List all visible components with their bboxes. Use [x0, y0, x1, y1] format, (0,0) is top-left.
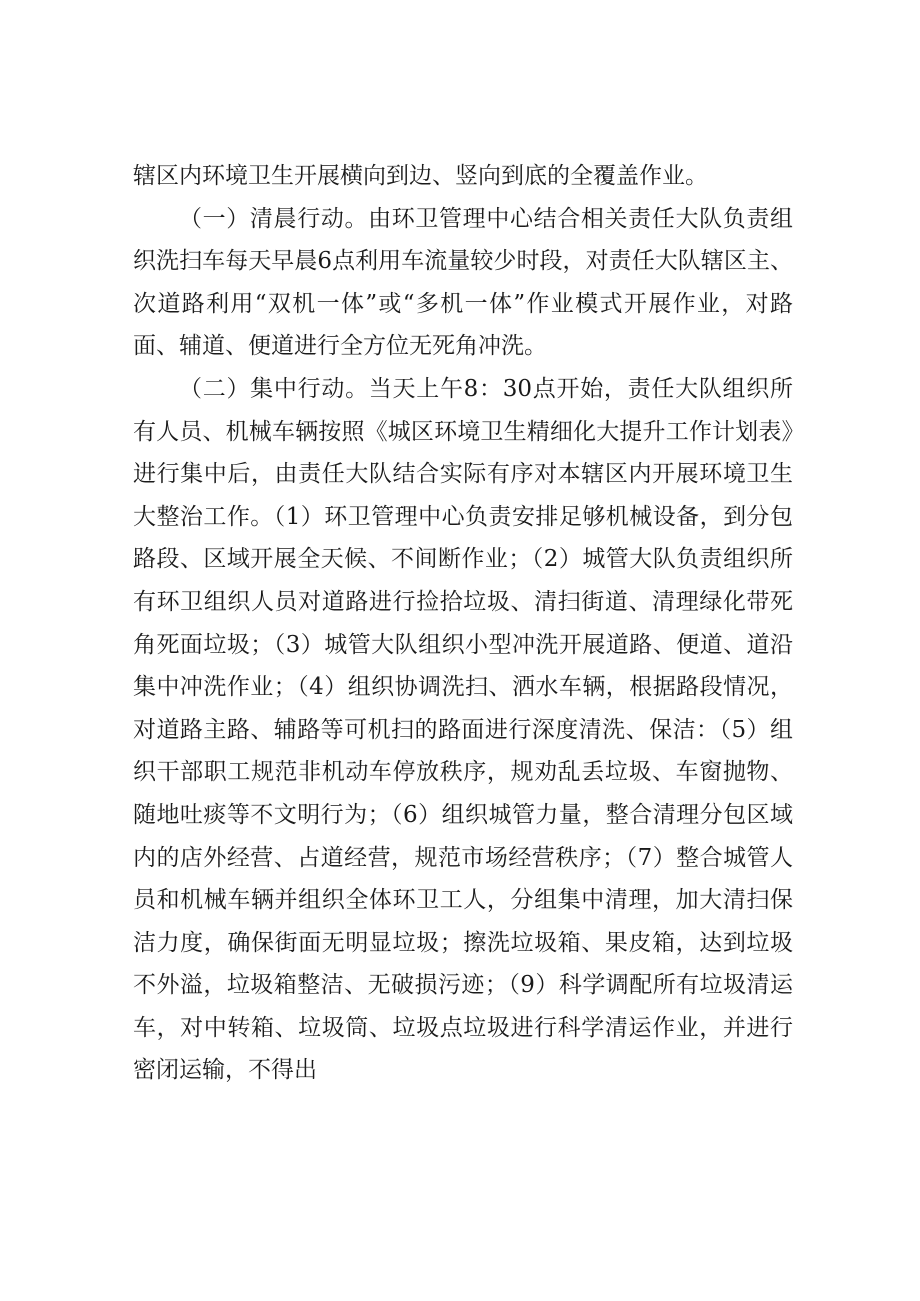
paragraph-morning-action: （一）清晨行动。由环卫管理中心结合相关责任大队负责组织洗扫车每天早晨6点利用车流量较少时段，对责任大队辖区主、次道路利用“双机一体”或“多机一体”作业模式开展作业，对路面、辅道、便道进行全方位无死角冲洗。 — [133, 205, 793, 360]
paragraph-continuation: 辖区内环境卫生开展横向到边、竖向到底的全覆盖作业。 — [133, 163, 708, 189]
document-body — [133, 155, 793, 1092]
paragraph-concentrated-action: （二）集中行动。当天上午8：30点开始，责任大队组织所有人员、机械车辆按照《城区环境卫生精细化大提升工作计划表》进行集中后，由责任大队结合实际有序对本辖区内开展环境卫生大整治工作。（1）环卫管理中心负责安排足够机械设备，到分包路段、区域开展全天候、不间断作业；（2）城管大队负责组织所有环卫组织人员对道路进行捡拾垃圾、清扫街道、清理绿化带死角死面垃圾；（3）城管大队组织小型冲洗开展道路、便道、道沿集中冲洗作业；（4）组织协调洗扫、洒水车辆，根据路段情况，对道路主路、辅路等可机扫的路面进行深度清洗、保洁：（5）组织干部职工规范非机动车停放秩序，规劝乱丢垃圾、车窗抛物、随地吐痰等不文明行为；（6）组织城管力量，整合清理分包区域内的店外经营、占道经营，规范市场经营秩序；（7）整合城管人员和机械车辆并组织全体环卫工人，分组集中清理，加大清扫保洁力度，确保街面无明显垃圾；擦洗垃圾箱、果皮箱，达到垃圾不外溢，垃圾箱整洁、无破损污迹；（9）科学调配所有垃圾清运车，对中转箱、垃圾筒、垃圾点垃圾进行科学清运作业，并进行密闭运输，不得出 — [133, 375, 793, 1084]
